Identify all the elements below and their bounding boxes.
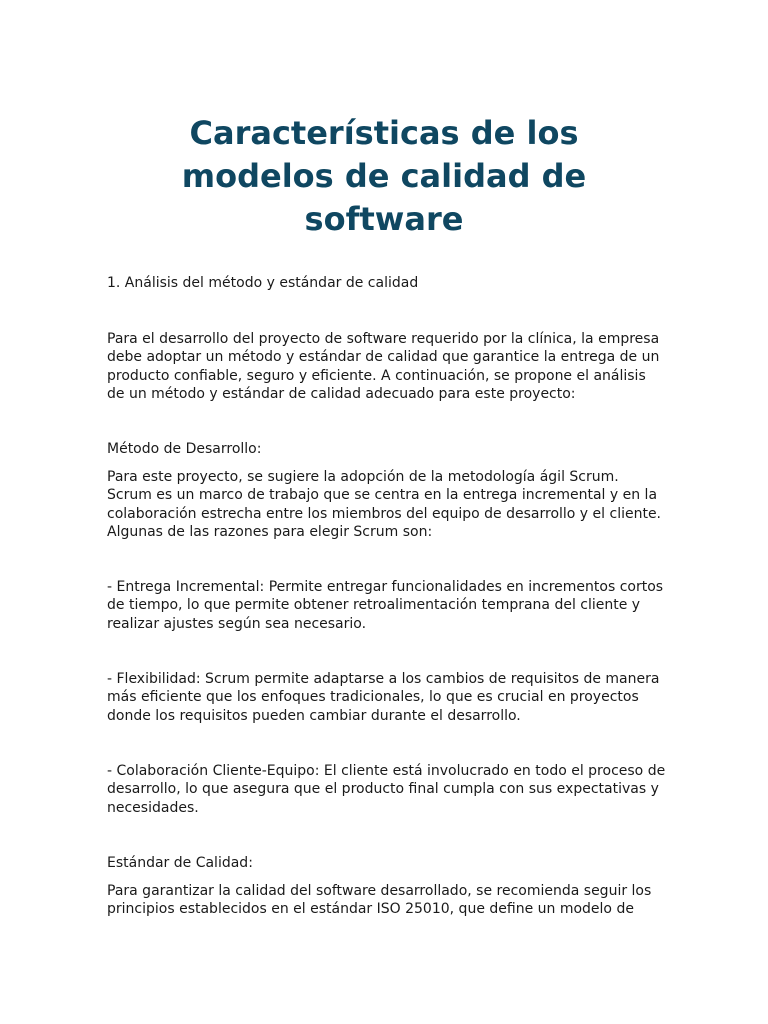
- section-heading: 1. Análisis del método y estándar de calidad: [107, 275, 419, 291]
- bullet-item-collaboration: - Colaboración Cliente-Equipo: El cliente está involucrado en todo el proceso de desarrollo, lo que asegura que el producto final cumpla con sus expectativas y necesidades.: [107, 763, 666, 816]
- standard-label: Estándar de Calidad:: [107, 855, 253, 871]
- bullet-item-incremental: - Entrega Incremental: Permite entregar funcionalidades en incrementos cortos de tiempo, lo que permite obtener retroalimentación temprana del cliente y realizar ajustes según sea necesario.: [107, 579, 664, 632]
- method-label: Método de Desarrollo:: [107, 441, 262, 457]
- method-paragraph: Para este proyecto, se sugiere la adopción de la metodología ágil Scrum. Scrum es un marco de trabajo que se centra en la entrega incremental y en la colaboración estrecha entre los miembros del equipo de desarrollo y el cliente. Algunas de las razones para elegir Scrum son:: [107, 469, 662, 541]
- standard-paragraph: Para garantizar la calidad del software desarrollado, se recomienda seguir los principios establecidos en el estándar ISO 25010, que define un modelo de: [107, 883, 652, 918]
- bullet-item-flexibility: - Flexibilidad: Scrum permite adaptarse a los cambios de requisitos de manera más eficiente que los enfoques tradicionales, lo que es crucial en proyectos donde los requisitos pueden cambiar durante el desarrollo.: [107, 671, 660, 724]
- document-title: Características de los modelos de calidad de software: [181, 114, 587, 238]
- intro-paragraph: Para el desarrollo del proyecto de software requerido por la clínica, la empresa debe adoptar un método y estándar de calidad que garantice la entrega de un producto confiable, seguro y eficiente. A continuación, se propone el análisis de un método y estándar de calidad adecuado para este proyecto:: [107, 331, 660, 403]
